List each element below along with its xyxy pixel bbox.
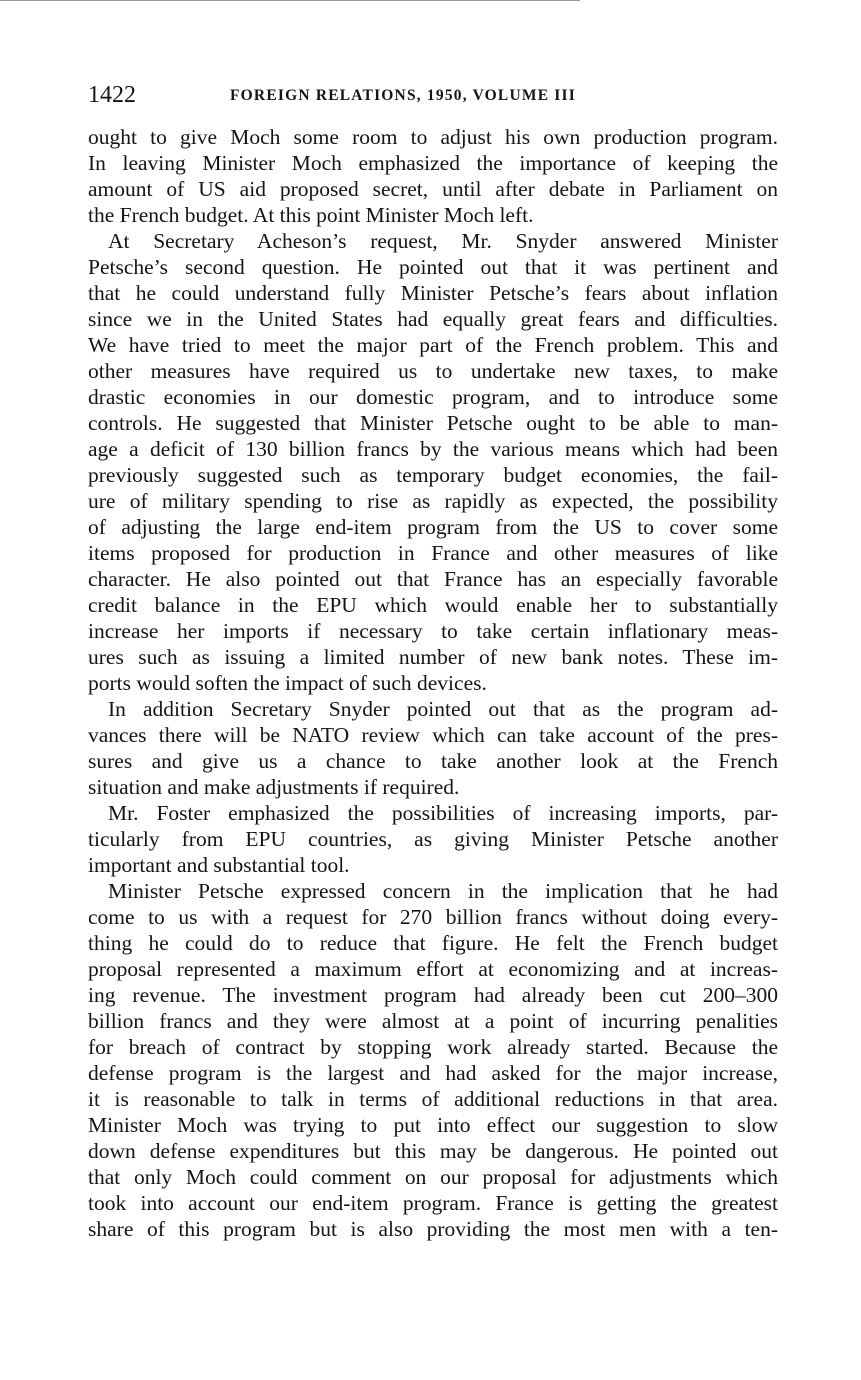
text-line: At Secretary Acheson’s request, Mr. Snyder answered Minister <box>108 229 778 253</box>
text-line: the French budget. At this point Minister Moch left. <box>88 203 534 227</box>
text-line: billion francs and they were almost at a point of incurring penalities <box>88 1009 778 1033</box>
text-line: In leaving Minister Moch emphasized the importance of keeping the <box>88 151 778 175</box>
text-line: vances there will be NATO review which can take account of the pres- <box>88 723 778 747</box>
text-line: drastic economies in our domestic program, and to introduce some <box>88 385 778 409</box>
text-line: increase her imports if necessary to take certain inflationary meas- <box>88 619 778 643</box>
paragraph <box>88 228 778 696</box>
text-line: We have tried to meet the major part of the French problem. This and <box>88 333 778 357</box>
text-line: credit balance in the EPU which would enable her to substantially <box>88 593 778 617</box>
text-line: it is reasonable to talk in terms of additional reductions in that area. <box>88 1087 778 1111</box>
page-number: 1422 <box>88 82 136 108</box>
top-rule <box>0 0 580 1</box>
running-title: FOREIGN RELATIONS, 1950, VOLUME III <box>230 87 576 104</box>
text-line: Mr. Foster emphasized the possibilities of increasing imports, par- <box>108 801 778 825</box>
text-line: controls. He suggested that Minister Petsche ought to be able to man- <box>88 411 778 435</box>
text-line: since we in the United States had equally great fears and difficulties. <box>88 307 778 331</box>
text-line: ticularly from EPU countries, as giving Minister Petsche another <box>88 827 778 851</box>
paragraph <box>88 696 778 800</box>
text-line: Petsche’s second question. He pointed out that it was pertinent and <box>88 255 778 279</box>
text-line: items proposed for production in France and other measures of like <box>88 541 778 565</box>
text-line: In addition Secretary Snyder pointed out that as the program ad- <box>108 697 778 721</box>
text-line: character. He also pointed out that France has an especially favorable <box>88 567 778 591</box>
text-line: for breach of contract by stopping work already started. Because the <box>88 1035 778 1059</box>
text-line: situation and make adjustments if required. <box>88 775 460 799</box>
paragraph <box>88 800 778 878</box>
text-line: come to us with a request for 270 billion francs without doing every- <box>88 905 778 929</box>
paragraph <box>88 124 778 228</box>
text-line: of adjusting the large end-item program from the US to cover some <box>88 515 778 539</box>
running-head <box>88 80 778 110</box>
text-line: Minister Moch was trying to put into effect our suggestion to slow <box>88 1113 778 1137</box>
body-text <box>88 124 778 1242</box>
text-line: sures and give us a chance to take another look at the French <box>88 749 778 773</box>
text-line: thing he could do to reduce that figure. He felt the French budget <box>88 931 778 955</box>
text-line: previously suggested such as temporary budget economies, the fail- <box>88 463 778 487</box>
text-line: proposal represented a maximum effort at economizing and at increas- <box>88 957 778 981</box>
text-line: ure of military spending to rise as rapidly as expected, the possibility <box>88 489 778 513</box>
text-line: ought to give Moch some room to adjust his own production program. <box>88 125 778 149</box>
text-line: Minister Petsche expressed concern in the implication that he had <box>108 879 778 903</box>
paragraph <box>88 878 778 1242</box>
text-line: that he could understand fully Minister Petsche’s fears about inflation <box>88 281 778 305</box>
text-line: that only Moch could comment on our proposal for adjustments which <box>88 1165 778 1189</box>
text-line: age a deficit of 130 billion francs by the various means which had been <box>88 437 778 461</box>
text-line: down defense expenditures but this may be dangerous. He pointed out <box>88 1139 778 1163</box>
text-line: other measures have required us to undertake new taxes, to make <box>88 359 778 383</box>
text-line: amount of US aid proposed secret, until after debate in Parliament on <box>88 177 778 201</box>
text-line: defense program is the largest and had asked for the major increase, <box>88 1061 778 1085</box>
text-line: ures such as issuing a limited number of new bank notes. These im- <box>88 645 778 669</box>
text-line: ports would soften the impact of such devices. <box>88 671 487 695</box>
text-line: important and substantial tool. <box>88 853 350 877</box>
text-line: ing revenue. The investment program had already been cut 200–300 <box>88 983 778 1007</box>
text-line: share of this program but is also providing the most men with a ten- <box>88 1217 778 1241</box>
text-line: took into account our end-item program. France is getting the greatest <box>88 1191 778 1215</box>
